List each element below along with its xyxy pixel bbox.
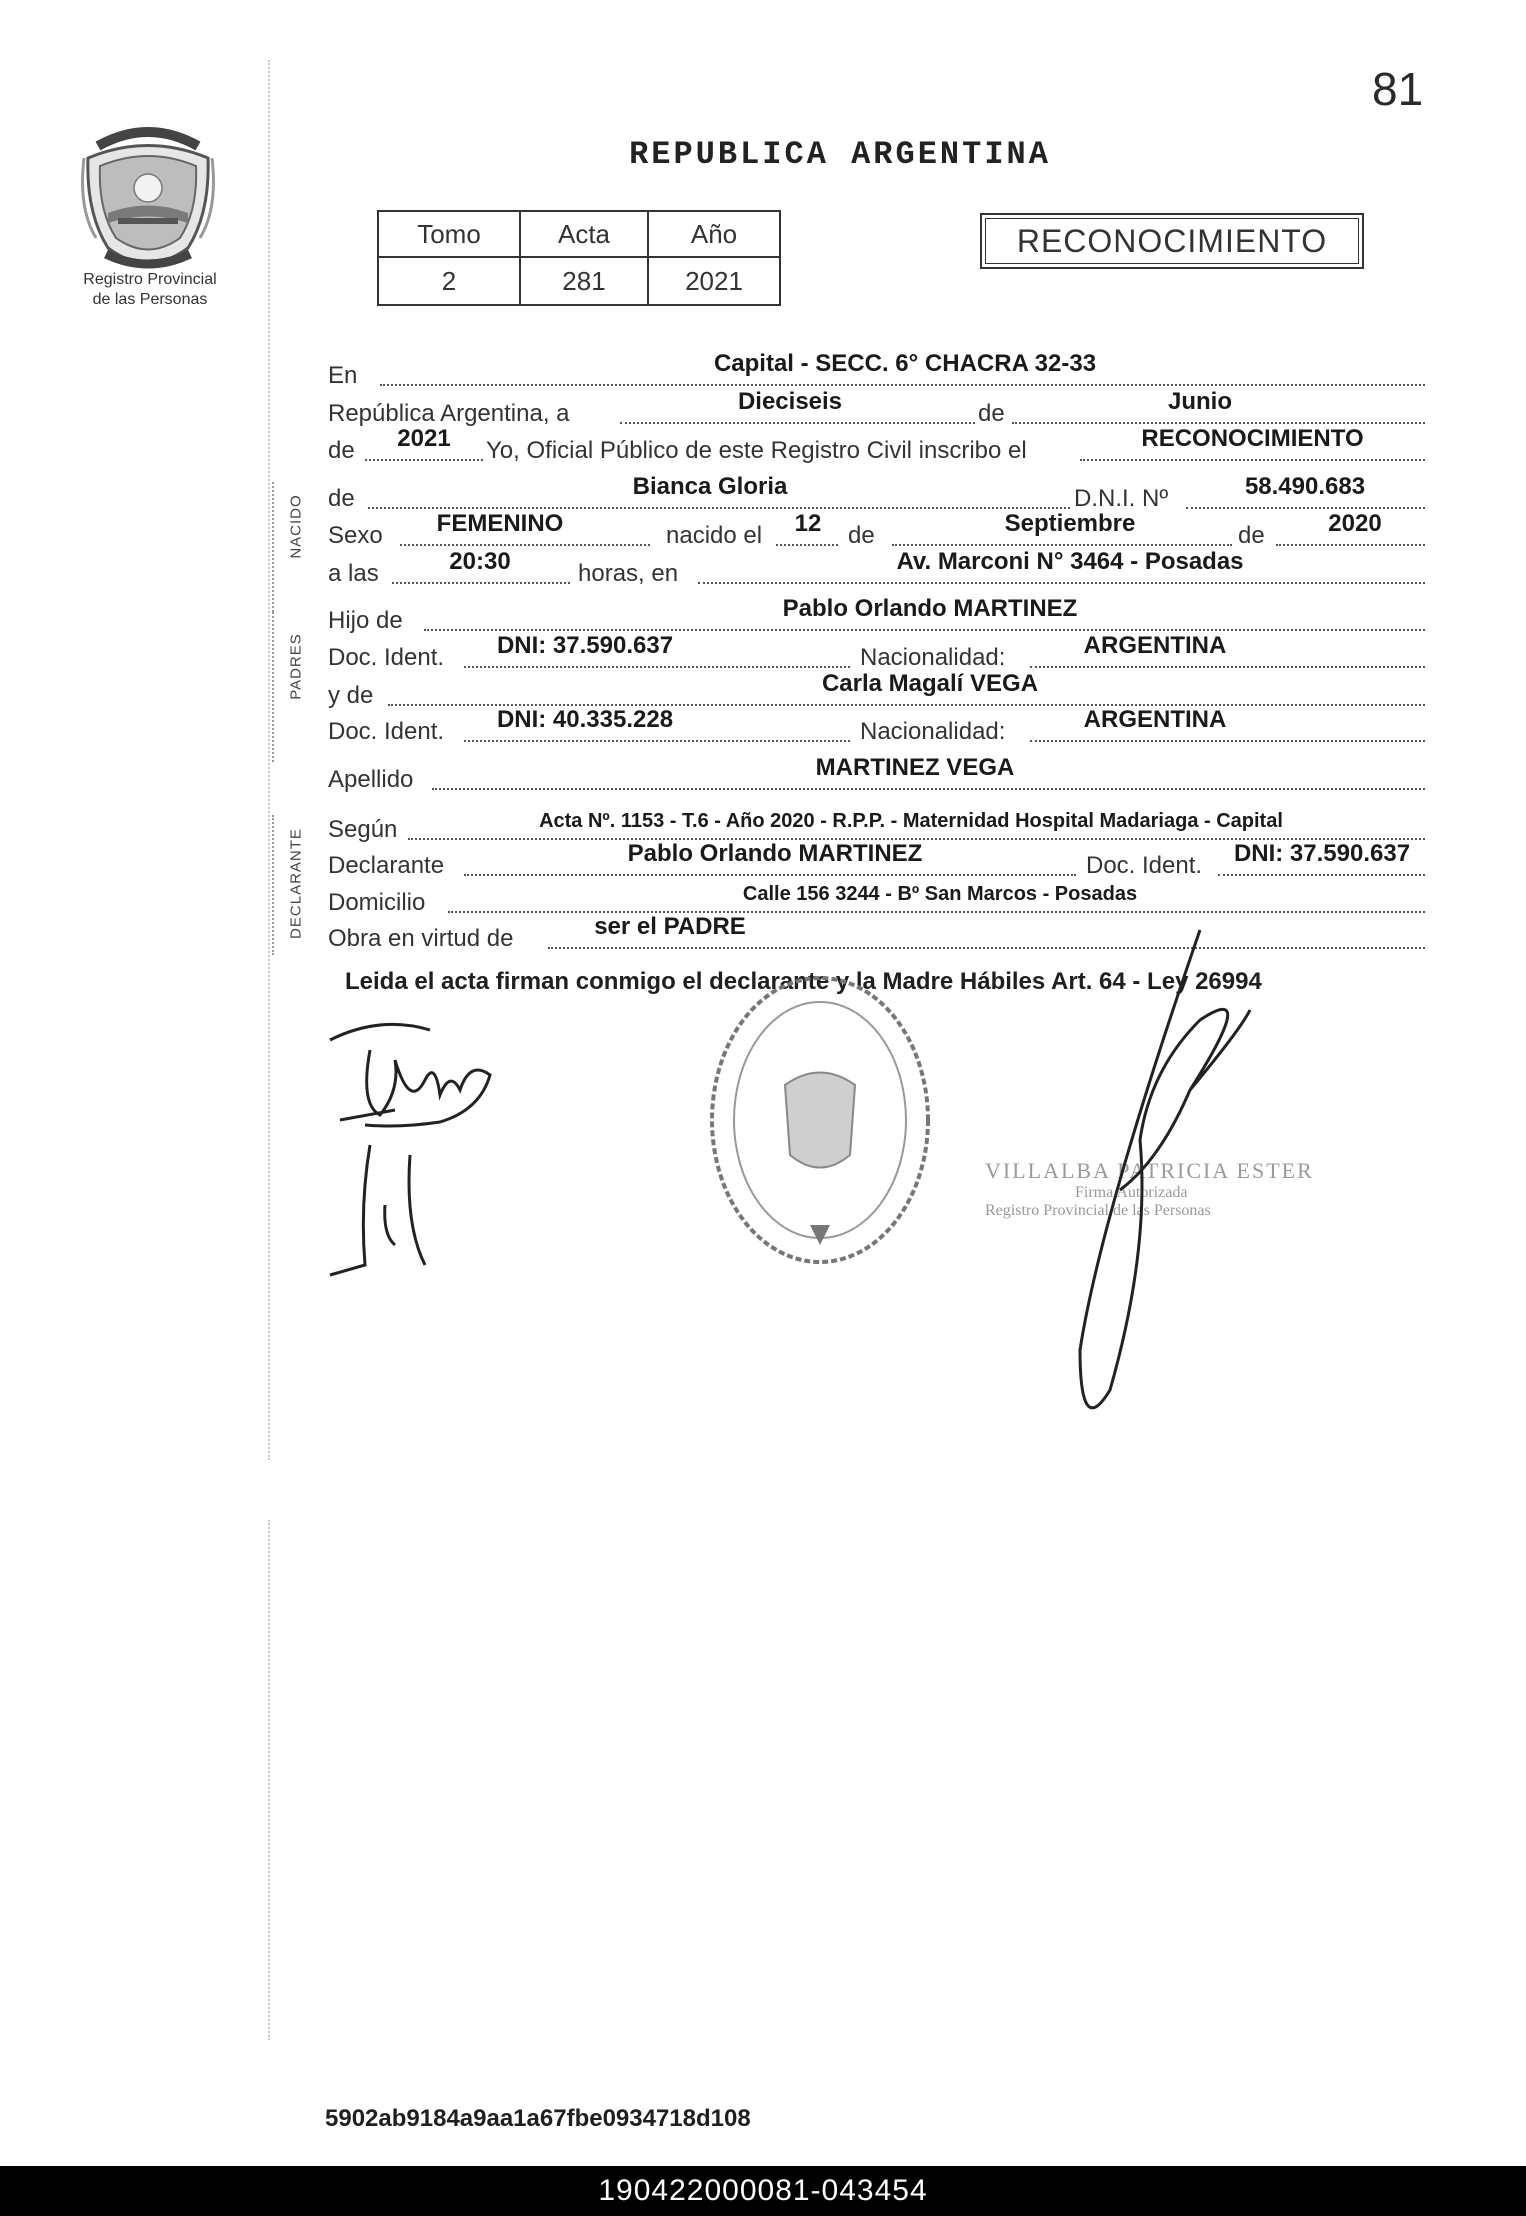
nacido-side-label: NACIDO (287, 494, 305, 559)
en-value: Capital - SECC. 6° CHACRA 32-33 (713, 350, 1097, 377)
sexo-label: Sexo (328, 522, 383, 549)
year-value: 2021 (397, 425, 451, 452)
official-stamp-line1: VILLALBA PATRICIA ESTER (985, 1158, 1314, 1183)
time-value: 20:30 (449, 548, 511, 575)
domicilio-value: Calle 156 3244 - Bº San Marcos - Posadas (742, 883, 1138, 905)
official-stamp-line3: Registro Provincial de las Personas (985, 1202, 1211, 1219)
year-dotted-line (365, 459, 483, 461)
father-name-dotted-line (424, 629, 1425, 631)
yde-label: y de (328, 682, 374, 709)
place-value: Av. Marconi N° 3464 - Posadas (896, 548, 1244, 575)
nacido-label: nacido el (666, 522, 763, 549)
official-signature (1040, 920, 1270, 1450)
place-dotted-line (698, 582, 1425, 584)
dni-value: 58.490.683 (1244, 473, 1366, 500)
father-nac-label: Nacionalidad: (860, 644, 1006, 671)
obra-value: ser el PADRE (594, 913, 746, 940)
day-value: Dieciseis (737, 388, 843, 415)
apellido-value: MARTINEZ VEGA (815, 754, 1015, 781)
declarante-label: Declarante (328, 852, 445, 879)
birth-month-dotted-line (892, 544, 1232, 546)
sexo-dotted-line (400, 544, 650, 546)
father-signature (320, 1010, 510, 1140)
decl-doc-label: Doc. Ident. (1086, 852, 1203, 879)
perforation-line (268, 60, 270, 1460)
decl-doc-value: DNI: 37.590.637 (1233, 840, 1411, 867)
official-stamp-line2: Firma Autorizada (1075, 1184, 1188, 1201)
mother-nac-label: Nacionalidad: (860, 718, 1006, 745)
tomo-acta-ano-table (377, 210, 781, 306)
footer-code-bar: 190422000081-043454 (0, 2166, 1526, 2216)
declarante-value: Pablo Orlando MARTINEZ (627, 840, 923, 867)
declarante-side-label: DECLARANTE (287, 828, 305, 939)
apellido-label: Apellido (328, 766, 414, 793)
de4-label: de (848, 522, 875, 549)
inscribo-value: RECONOCIMIENTO (1141, 425, 1364, 452)
segun-label-text: Según (328, 816, 398, 843)
de-label: de (978, 400, 1005, 427)
provincial-seal-logo (78, 118, 218, 273)
declarante-dotted-line (464, 874, 1076, 876)
dni-dotted-line (1186, 507, 1425, 509)
birth-day-value: 12 (794, 510, 822, 537)
dni-label: D.N.I. Nº (1074, 485, 1169, 512)
declarante-brace (272, 815, 284, 955)
sexo-value: FEMENINO (436, 510, 564, 537)
domicilio-label: Domicilio (328, 889, 426, 916)
closing-statement: Leida el acta firman conmigo el declarante y la Madre Hábiles Art. 64 - Ley 26994 (345, 968, 1262, 995)
table-header-tomo: Tomo (378, 211, 520, 257)
obra-dotted-line (548, 947, 1425, 949)
mother-doc-value: DNI: 40.335.228 (496, 706, 674, 733)
name-dotted-line (368, 507, 1070, 509)
seal-caption-line2: de las Personas (92, 291, 208, 308)
mother-signature (325, 1135, 435, 1280)
mother-nac-value: ARGENTINA (1083, 706, 1227, 733)
month-dotted-line (1012, 422, 1425, 424)
segun-value: Acta Nº. 1153 - T.6 - Año 2020 - R.P.P. - Maternidad Hospital Madariaga - Capital (539, 810, 1283, 832)
father-nac-value: ARGENTINA (1083, 632, 1227, 659)
decl-doc-dotted-line (1218, 874, 1425, 876)
padres-side-label: PADRES (287, 633, 305, 700)
inscribo-dotted-line (1080, 459, 1425, 461)
official-oval-stamp (700, 965, 940, 1275)
table-value-ano: 2021 (648, 257, 780, 305)
mother-nac-dotted-line (1030, 740, 1425, 742)
obra-label: Obra en virtud de (328, 925, 514, 952)
horas-label: horas, en (578, 560, 679, 587)
document-hash: 5902ab9184a9aa1a67fbe0934718d108 (325, 2105, 751, 2132)
de5-label: de (1238, 522, 1265, 549)
de3-label: de (328, 485, 355, 512)
father-name-value: Pablo Orlando MARTINEZ (782, 595, 1078, 622)
en-dotted-line (380, 384, 1425, 386)
mother-doc-dotted-line (464, 740, 850, 742)
padres-brace (272, 612, 284, 762)
inscribo-label: Yo, Oficial Público de este Registro Civil inscribo el (486, 437, 1027, 464)
seal-caption (60, 270, 240, 310)
document-title: REPUBLICA ARGENTINA (629, 136, 1051, 173)
name-value: Bianca Gloria (632, 473, 788, 500)
act-type-box: RECONOCIMIENTO (980, 213, 1364, 269)
father-doc-label: Doc. Ident. (328, 644, 445, 671)
table-value-tomo: 2 (378, 257, 520, 305)
apellido-dotted-line (432, 788, 1425, 790)
alas-label: a las (328, 560, 379, 587)
father-doc-value: DNI: 37.590.637 (496, 632, 674, 659)
father-nac-dotted-line (1030, 666, 1425, 668)
nacido-brace (272, 482, 284, 612)
table-header-acta: Acta (520, 211, 648, 257)
page-number: 81 (1372, 63, 1424, 115)
birth-month-value: Septiembre (1004, 510, 1136, 537)
perforation-line-lower (268, 1520, 270, 2040)
seal-caption-line1: Registro Provincial (83, 271, 217, 288)
mother-name-value: Carla Magalí VEGA (821, 670, 1039, 697)
en-label: En (328, 362, 358, 389)
hijo-label: Hijo de (328, 607, 403, 634)
table-header-ano: Año (648, 211, 780, 257)
day-dotted-line (620, 422, 975, 424)
month-value: Junio (1168, 388, 1232, 415)
republica-label: República Argentina, a (328, 400, 570, 427)
table-value-acta: 281 (520, 257, 648, 305)
birth-year-dotted-line (1276, 544, 1425, 546)
father-doc-dotted-line (464, 666, 850, 668)
time-dotted-line (392, 582, 570, 584)
mother-doc-label: Doc. Ident. (328, 718, 445, 745)
de2-label: de (328, 437, 355, 464)
birth-year-value: 2020 (1328, 510, 1382, 537)
birth-day-dotted-line (776, 544, 838, 546)
